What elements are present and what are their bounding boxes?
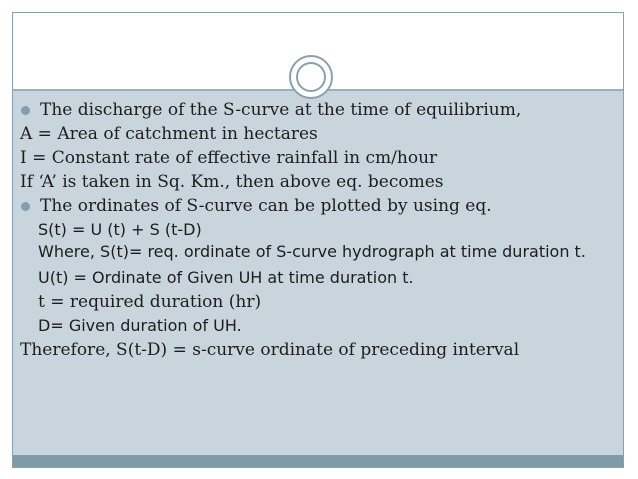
circle-ornament-inner — [296, 62, 326, 92]
bullet-icon — [21, 106, 30, 115]
definition-line: D= Given duration of UH. — [38, 316, 242, 335]
definition-line: U(t) = Ordinate of Given UH at time duration t. — [38, 268, 414, 287]
bullet-icon — [21, 202, 30, 211]
bullet-text: The discharge of the S-curve at the time of equilibrium, — [40, 100, 522, 120]
text-line: If ‘A’ is taken in Sq. Km., then above eq. becomes — [20, 172, 444, 192]
definition-line: t = required duration (hr) — [38, 292, 262, 312]
text-line: Therefore, S(t-D) = s-curve ordinate of preceding interval — [20, 340, 520, 360]
definition-line: Where, S(t)= req. ordinate of S-curve hydrograph at time duration t. — [38, 242, 586, 261]
bullet-text: The ordinates of S-curve can be plotted by using eq. — [40, 196, 492, 216]
circle-ornament-icon — [289, 55, 333, 99]
bullet-item — [20, 98, 620, 122]
text-line: A = Area of catchment in hectares — [20, 124, 318, 144]
text-line: I = Constant rate of effective rainfall in cm/hour — [20, 148, 438, 168]
footer-band — [13, 455, 623, 467]
slide-body-text — [20, 98, 620, 362]
bullet-item — [20, 194, 620, 218]
equation-line: S(t) = U (t) + S (t-D) — [38, 220, 202, 239]
